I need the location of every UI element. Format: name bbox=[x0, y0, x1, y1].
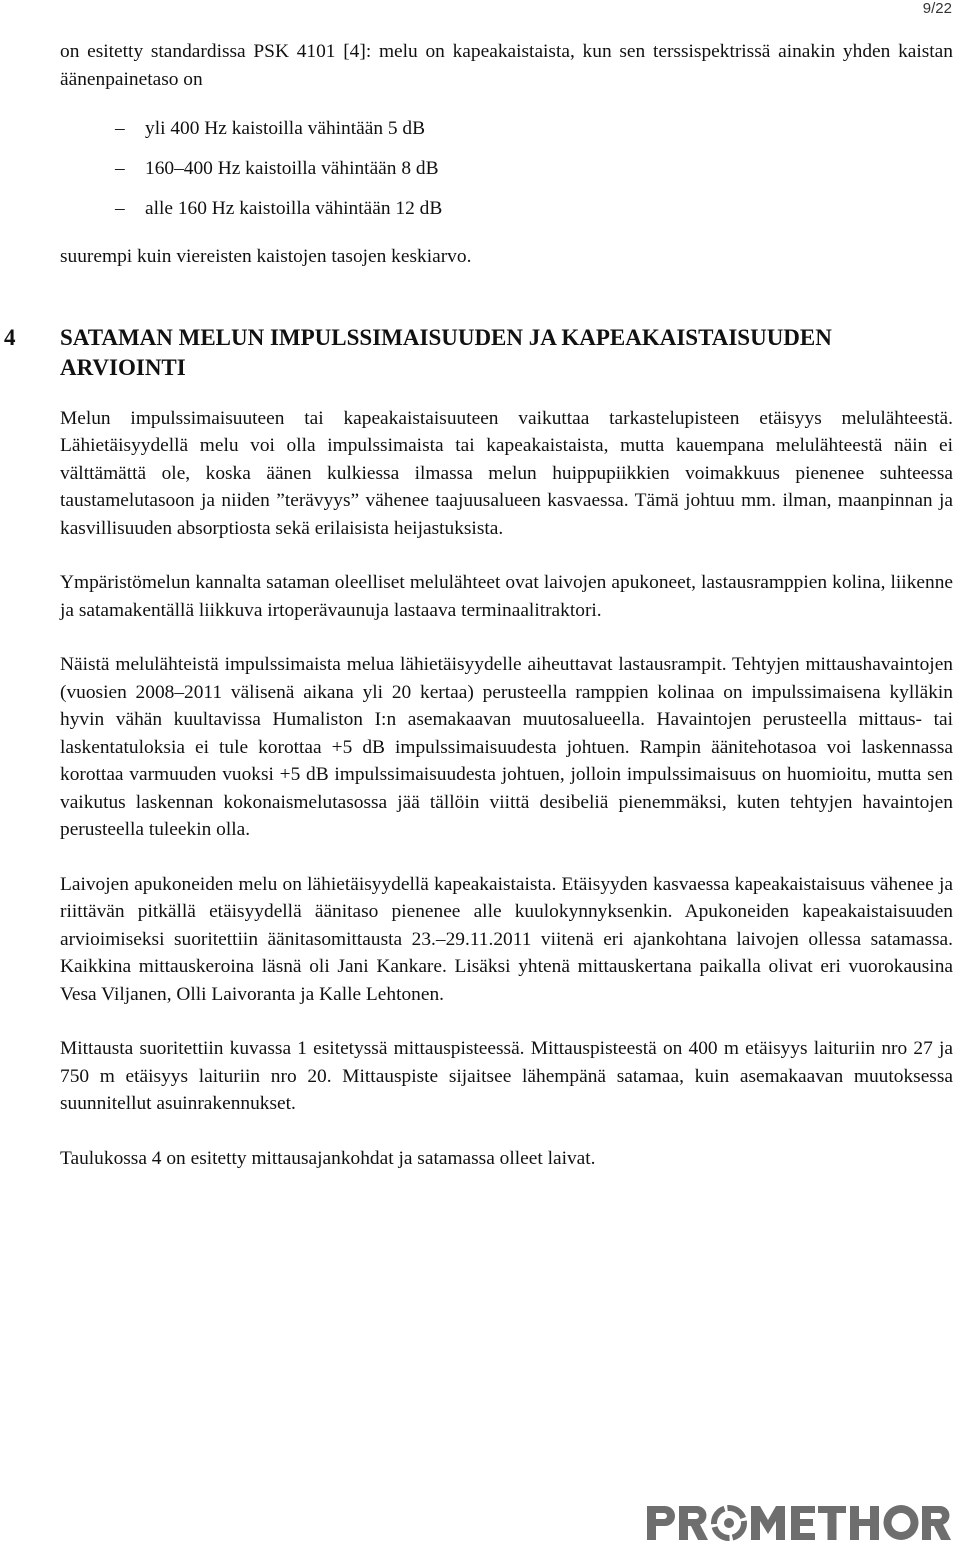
dash-marker: – bbox=[115, 198, 125, 219]
promethor-logo bbox=[645, 1500, 955, 1544]
section-title: SATAMAN MELUN IMPULSSIMAISUUDEN JA KAPEAKAISTAISUUDEN ARVIOINTI bbox=[60, 324, 832, 380]
intro-paragraph: on esitetty standardissa PSK 4101 [4]: melu on kapeakaistaista, kun sen terssispektrissä ainakin yhden kaistan äänenpainetaso on bbox=[60, 41, 953, 90]
list-item: – 160–400 Hz kaistoilla vähintään 8 dB bbox=[60, 149, 953, 189]
list-item: – alle 160 Hz kaistoilla vähintään 12 dB bbox=[60, 189, 953, 229]
dash-marker: – bbox=[115, 118, 125, 139]
body-paragraph: Mittausta suoritettiin kuvassa 1 esitetyssä mittauspisteessä. Mittauspisteestä on 400 m etäisyys laituriin nro 27 ja 750 m etäisyys laituriin nro 20. Mittauspiste sijaitsee lähempänä satamaa, kuin asemakaavan muutoksessa suunnitellut asuinrakennukset. bbox=[60, 1038, 953, 1114]
list-item: – yli 400 Hz kaistoilla vähintään 5 dB bbox=[60, 109, 953, 149]
section-heading bbox=[4, 323, 953, 383]
after-list-paragraph: suurempi kuin viereisten kaistojen tasojen keskiarvo. bbox=[60, 246, 472, 267]
criteria-list bbox=[60, 109, 953, 229]
dash-marker: – bbox=[115, 158, 125, 179]
body-paragraph: Laivojen apukoneiden melu on lähietäisyydellä kapeakaistaista. Etäisyyden kasvaessa kapeakaistaisuus vähenee ja riittävän pitkällä etäisyydellä äänitaso pienenee alle kuulokynnyksenkin. Apukoneiden kapeakaistaisuuden arvioimiseksi suoritettiin äänitasomittausta 23.–29.11.2011 viitenä eri ajankohtana laivojen ollessa satamassa. Kaikkina mittauskeroina läsnä oli Jani Kankare. Lisäksi yhtenä mittauskertana paikalla olivat eri vuorokausina Vesa Viljanen, Olli Laivoranta ja Kalle Lehtonen. bbox=[60, 873, 953, 1005]
section-number: 4 bbox=[4, 324, 16, 350]
body-paragraph: Taulukossa 4 on esitetty mittausajankohdat ja satamassa olleet laivat. bbox=[60, 1147, 596, 1169]
body-paragraph: Näistä melulähteistä impulssimaista melua lähietäisyydelle aiheuttavat lastausrampit. Tehtyjen mittaushavaintojen (vuosien 2008–2011 välisenä aikana yli 20 kertaa) perusteella ramppien kolinaa on impulssimaisena kylläkin hyvin vähän kuultavissa Humaliston I:n asemakaavan muutosalueella. Havaintojen perusteella mittaus- tai laskentatuloksia ei tule korottaa +5 dB impulssimaisuudesta johtuen. Rampin äänitehotasoa voi laskennassa korottaa varmuuden vuoksi +5 dB impulssimaisuudesta johtuen, jolloin impulssimaisuus on huomioitu, mutta sen vaikutus laskennan kokonaismelutasossa jää tällöin viittä desibeliä pienemmäksi, kuten tehtyjen havaintojen perusteella tuleekin olla. bbox=[60, 654, 953, 840]
body-paragraph: Ympäristömelun kannalta sataman oleelliset melulähteet ovat laivojen apukoneet, lastausramppien kolina, liikenne ja satamakentällä liikkuva irtoperävaunuja lastaava terminaalitraktori. bbox=[60, 572, 953, 621]
page-number: 9/22 bbox=[922, 0, 952, 17]
body-paragraph: Melun impulssimaisuuteen tai kapeakaistaisuuteen vaikuttaa tarkastelupisteen etäisyys melulähteestä. Lähietäisyydellä melu voi olla impulssimaista tai kapeakaistaista, mutta kauempana melulähteestä näin ei välttämättä ole, koska äänen kulkiessa ilmassa melun huippupiikkien voimakkuus pienenee suhteessa taustamelutasoon ja niiden ”terävyys” vähenee taajuusalueen kasvaessa. Tämä johtuu mm. ilman, maanpinnan ja kasvillisuuden absorptiosta sekä erilaisista heijastuksista. bbox=[60, 407, 953, 539]
document-body bbox=[4, 38, 953, 1172]
